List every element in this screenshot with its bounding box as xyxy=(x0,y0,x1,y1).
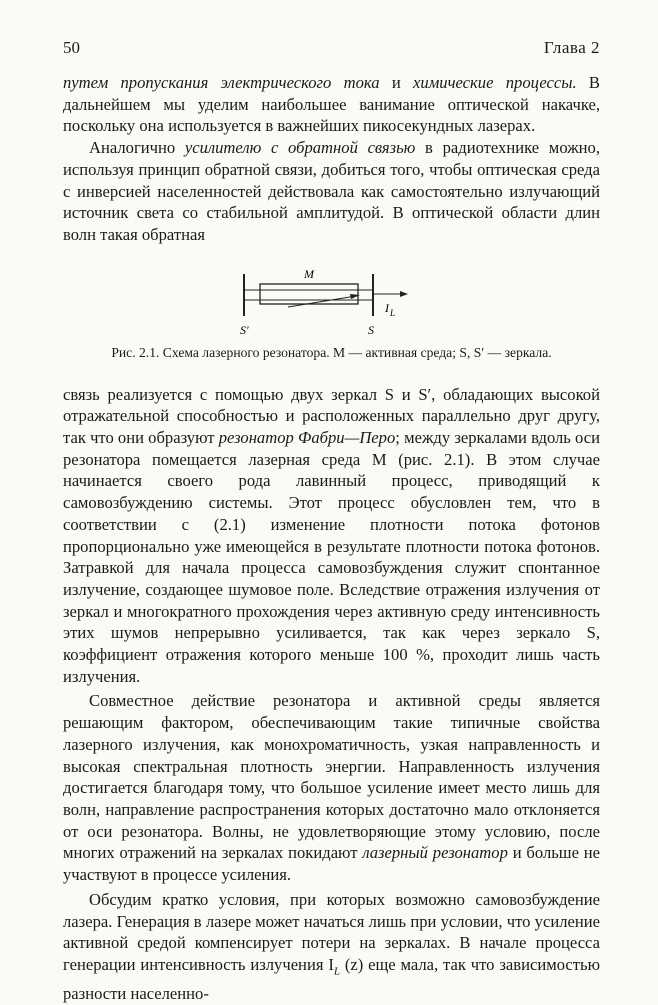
p1-text-2: В дальнейшем мы уделим наибольшее ванимание оптической накачке, поскольку она используется в важнейших пикосекундных лазерах. xyxy=(63,73,600,136)
label-m: M xyxy=(304,266,314,281)
p3-text-1: связь реализуется с помощью двух зеркал S и S′, обладающих высокой отражательной способностью и расположенных параллельно друг другу, так что они образуют xyxy=(63,384,600,448)
p2-text-1: Аналогично xyxy=(89,138,185,158)
p3-emphasis-1: резонатор Фабри—Перо xyxy=(218,428,396,448)
p4-text-1: Совместное действие резонатора и активной среды является решающим фактором, обеспечивающим такие типичные свойства лазерного излучения, как монохроматичность, узкая направленность и высокая спектральная плотность энергии. Направленность излучения достигается благодаря тому, что большое усиление имеет место лишь для волн, направление распространения которых достаточно мало отклоняется от оси резонатора. Волны, не удовлетворяющие этому условию, после многих отражений на зеркалах покидают xyxy=(63,691,600,863)
page-number: 50 xyxy=(63,38,80,57)
paragraph-4 xyxy=(63,690,600,885)
p4-text-2: и больше не участвуют в процессе усиления. xyxy=(63,843,600,885)
paragraph-1 xyxy=(63,72,600,137)
p1-emphasis-1: путем пропускания электрического тока xyxy=(63,73,380,92)
amplified-ray xyxy=(288,296,356,307)
figure-laser-resonator xyxy=(63,250,600,342)
label-s: S xyxy=(368,322,374,337)
p1-text-1: и xyxy=(379,73,414,92)
p5-subscript: L xyxy=(333,965,340,978)
chapter-title: Глава 2 xyxy=(543,38,600,57)
output-arrow-icon xyxy=(400,291,408,297)
label-il-subscript: L xyxy=(390,307,396,318)
p2-text-2: в радиотехнике можно, используя принцип обратной связи, добиться того, чтобы оптическая среда с инверсией населенностей действовала как самостоятельно излучающий источник света со стабильной амплитудой. В оптической области длин волн такая обратная xyxy=(63,138,600,244)
p5-text-2: (z) еще мала, так что зависимостью разности населенно- xyxy=(63,954,600,1003)
p3-text-2: ; между зеркалами вдоль оси резонатора помещается лазерная среда M (рис. 2.1). В этом случае начинается своего рода лавинный процесс, приводящий к самовозбуждению системы. Этот процесс обусловлен тем, что в соответствии с (2.1) изменение плотности потока фотонов пропорционально уже имеющейся в результате плотности потока фотонов. Затравкой для начала процесса самовозбуждения служит спонтанное излучение, создающее шумовое поле. Вследствие отражения излучения от зеркал и многократного прохождения через активную среду интенсивность этих шумов непрерывно усиливается, так как через зеркало S, коэффициент отражения которого меньше 100 %, проходит лишь часть излучения. xyxy=(63,428,601,686)
p5-text-1: Обсудим кратко условия, при которых возможно самовозбуждение лазера. Генерация в лазере может начаться лишь при условии, что усиление активной средой компенсирует потери на зеркалах. В начале процесса генерации интенсивность излучения I xyxy=(63,889,600,974)
p1-emphasis-2: химические процессы. xyxy=(413,73,577,92)
p2-emphasis-1: усилителю с обратной связью xyxy=(184,138,416,158)
figure-caption: Рис. 2.1. Схема лазерного резонатора. M — активная среда; S, S′ — зеркала. xyxy=(111,344,552,360)
label-s-prime: S' xyxy=(240,322,249,337)
page-header xyxy=(63,38,600,58)
paragraph-3 xyxy=(63,384,600,688)
active-medium-m xyxy=(260,284,358,304)
paragraph-2 xyxy=(63,137,600,246)
resonator-diagram xyxy=(238,250,418,340)
p4-emphasis-1: лазерный резонатор xyxy=(362,843,508,863)
book-page xyxy=(63,38,600,1005)
paragraph-5 xyxy=(63,889,600,1005)
label-il: I xyxy=(385,300,389,315)
